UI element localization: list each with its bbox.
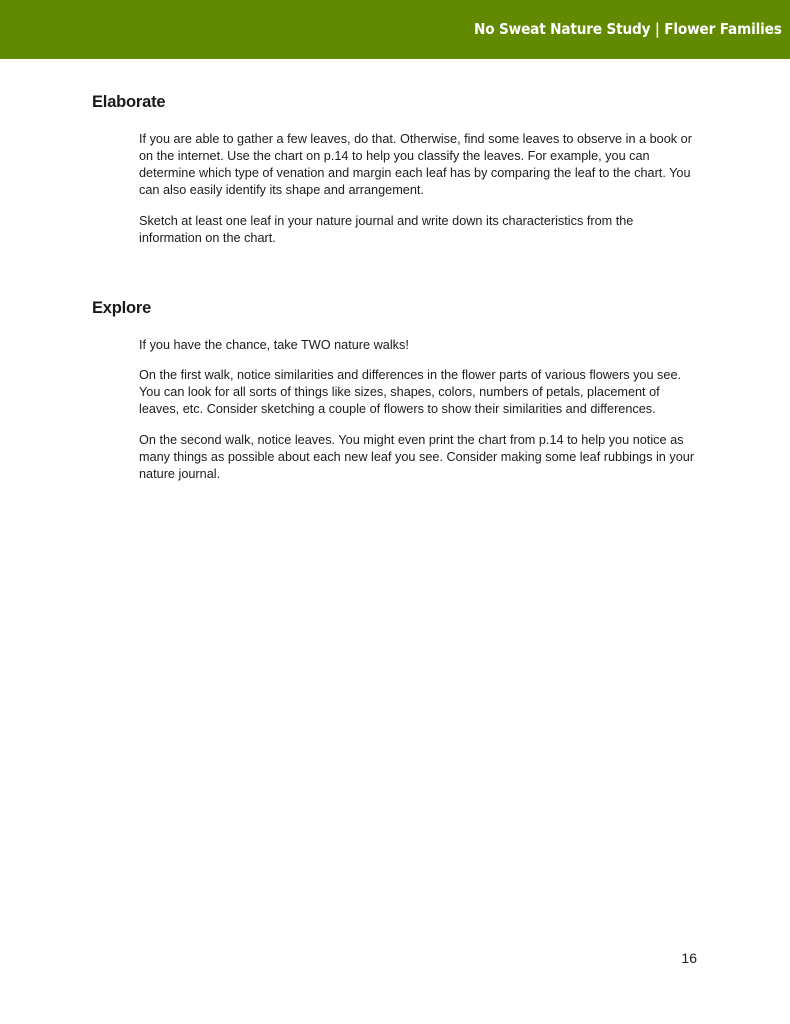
paragraph: If you are able to gather a few leaves, do that. Otherwise, find some leaves to observe in a book or on the internet. Use the chart on p.14 to help you classify the leaves. For example, you can determine which type of venation and margin each leaf has by comparing the leaf to the chart. You can also easily identify its shape and arrangement. [139, 131, 692, 198]
section-heading-explore: Explore [92, 299, 152, 318]
section-body-elaborate [0, 113, 790, 247]
section-body-explore [0, 319, 790, 483]
section-elaborate [0, 59, 790, 247]
paragraph: If you have the chance, take TWO nature walks! [139, 337, 409, 352]
paragraph: On the second walk, notice leaves. You might even print the chart from p.14 to help you notice as many things as possible about each new leaf you see. Consider making some leaf rubbings in your nature journal. [139, 432, 695, 482]
section-explore [0, 247, 790, 483]
paragraph: Sketch at least one leaf in your nature journal and write down its characteristics from the information on the chart. [139, 213, 634, 245]
section-heading-elaborate: Elaborate [92, 93, 166, 111]
header-title: No Sweat Nature Study | Flower Families [474, 19, 783, 38]
page-content [0, 59, 790, 483]
page-header-band [0, 0, 790, 59]
page-number: 16 [681, 950, 697, 966]
paragraph: On the first walk, notice similarities and differences in the flower parts of various flowers you see. You can look for all sorts of things like sizes, shapes, colors, numbers of petals, placement of leaves, etc. Consider sketching a couple of flowers to show their similarities and differences. [139, 368, 682, 417]
